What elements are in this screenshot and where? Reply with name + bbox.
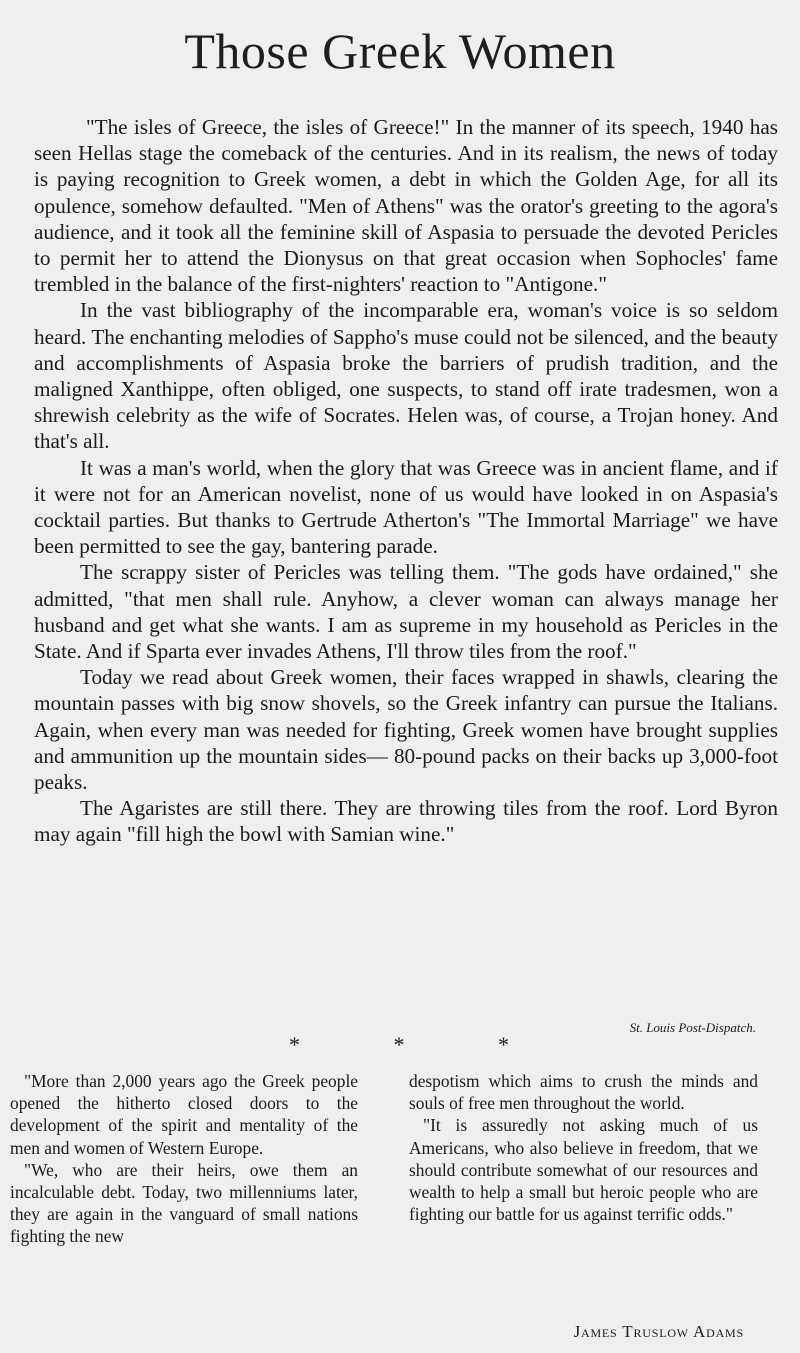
article-paragraph-2: In the vast bibliography of the incomparable era, woman's voice is so seldom heard. The enchanting melodies of Sappho's muse could not be silenced, and the beauty and accomplishments of Aspasia broke the barriers of prudish tradition, and the maligned Xanthippe, often obliged, one suspects, to stand off irate tradesmen, won a shrewish celebrity as the wife of Socrates. Helen was, of course, a Trojan honey. And that's all. xyxy=(34,298,778,454)
quote-author: James Truslow Adams xyxy=(573,1322,744,1341)
article-title: Those Greek Women xyxy=(184,23,616,79)
quote-paragraph-2: "We, who are their heirs, owe them an incalculable debt. Today, two millenniums later, they are again in the vanguard of small nations fighting the new xyxy=(10,1159,358,1247)
article-body xyxy=(34,114,778,848)
article-paragraph-1: "The isles of Greece, the isles of Greece!" In the manner of its speech, 1940 has seen Hellas stage the comeback of the centuries. And in its realism, the news of today is paying recognition to Greek women, a debt in which the Golden Age, for all its opulence, somehow defaulted. "Men of Athens" was the orator's greeting to the agora's audience, and it took all the feminine skill of Aspasia to persuade the devoted Pericles to permit her to attend the Dionysus on that great occasion when Sophocles' fame trembled in the balance of the first-nighters' reaction to "Antigone." xyxy=(34,115,778,297)
quote-paragraph-3: despotism which aims to crush the minds and souls of free men throughout the world. xyxy=(409,1071,758,1114)
article-paragraph-6: The Agaristes are still there. They are throwing tiles from the roof. Lord Byron may again "fill high the bowl with Samian wine." xyxy=(34,796,778,847)
article-paragraph-5: Today we read about Greek women, their faces wrapped in shawls, clearing the mountain passes with big snow shovels, so the Greek infantry can pursue the Italians. Again, when every man was needed for fighting, Greek women have brought supplies and ammunition up the mountain sides— 80-pound packs on their backs up 3,000-foot peaks. xyxy=(34,665,778,795)
quote-paragraph-1: "More than 2,000 years ago the Greek people opened the hitherto closed doors to the development of the spirit and mentality of the men and women of Western Europe. xyxy=(10,1071,358,1158)
section-separator: * * * xyxy=(289,1032,553,1057)
quote-column-right xyxy=(409,1070,758,1225)
quote-paragraph-4: "It is assuredly not asking much of us Americans, who also believe in freedom, that we should contribute somewhat of our resources and wealth to help a small but heroic people who are fighting our battle for us against terrific odds." xyxy=(409,1115,758,1225)
article-source: St. Louis Post-Dispatch. xyxy=(629,1020,756,1035)
article-paragraph-4: The scrappy sister of Pericles was telling them. "The gods have ordained," she admitted, "that men shall rule. Anyhow, a clever woman can always manage her husband and get what she wants. I am as supreme in my household as Pericles in the State. And if Sparta ever invades Athens, I'll throw tiles from the roof." xyxy=(34,560,778,664)
quote-column-left xyxy=(10,1070,358,1248)
article-paragraph-3: It was a man's world, when the glory that was Greece was in ancient flame, and if it were not for an American novelist, none of us would have looked in on Aspasia's cocktail parties. But thanks to Gertrude Atherton's "The Immortal Marriage" we have been permitted to see the gay, bantering parade. xyxy=(34,455,778,559)
